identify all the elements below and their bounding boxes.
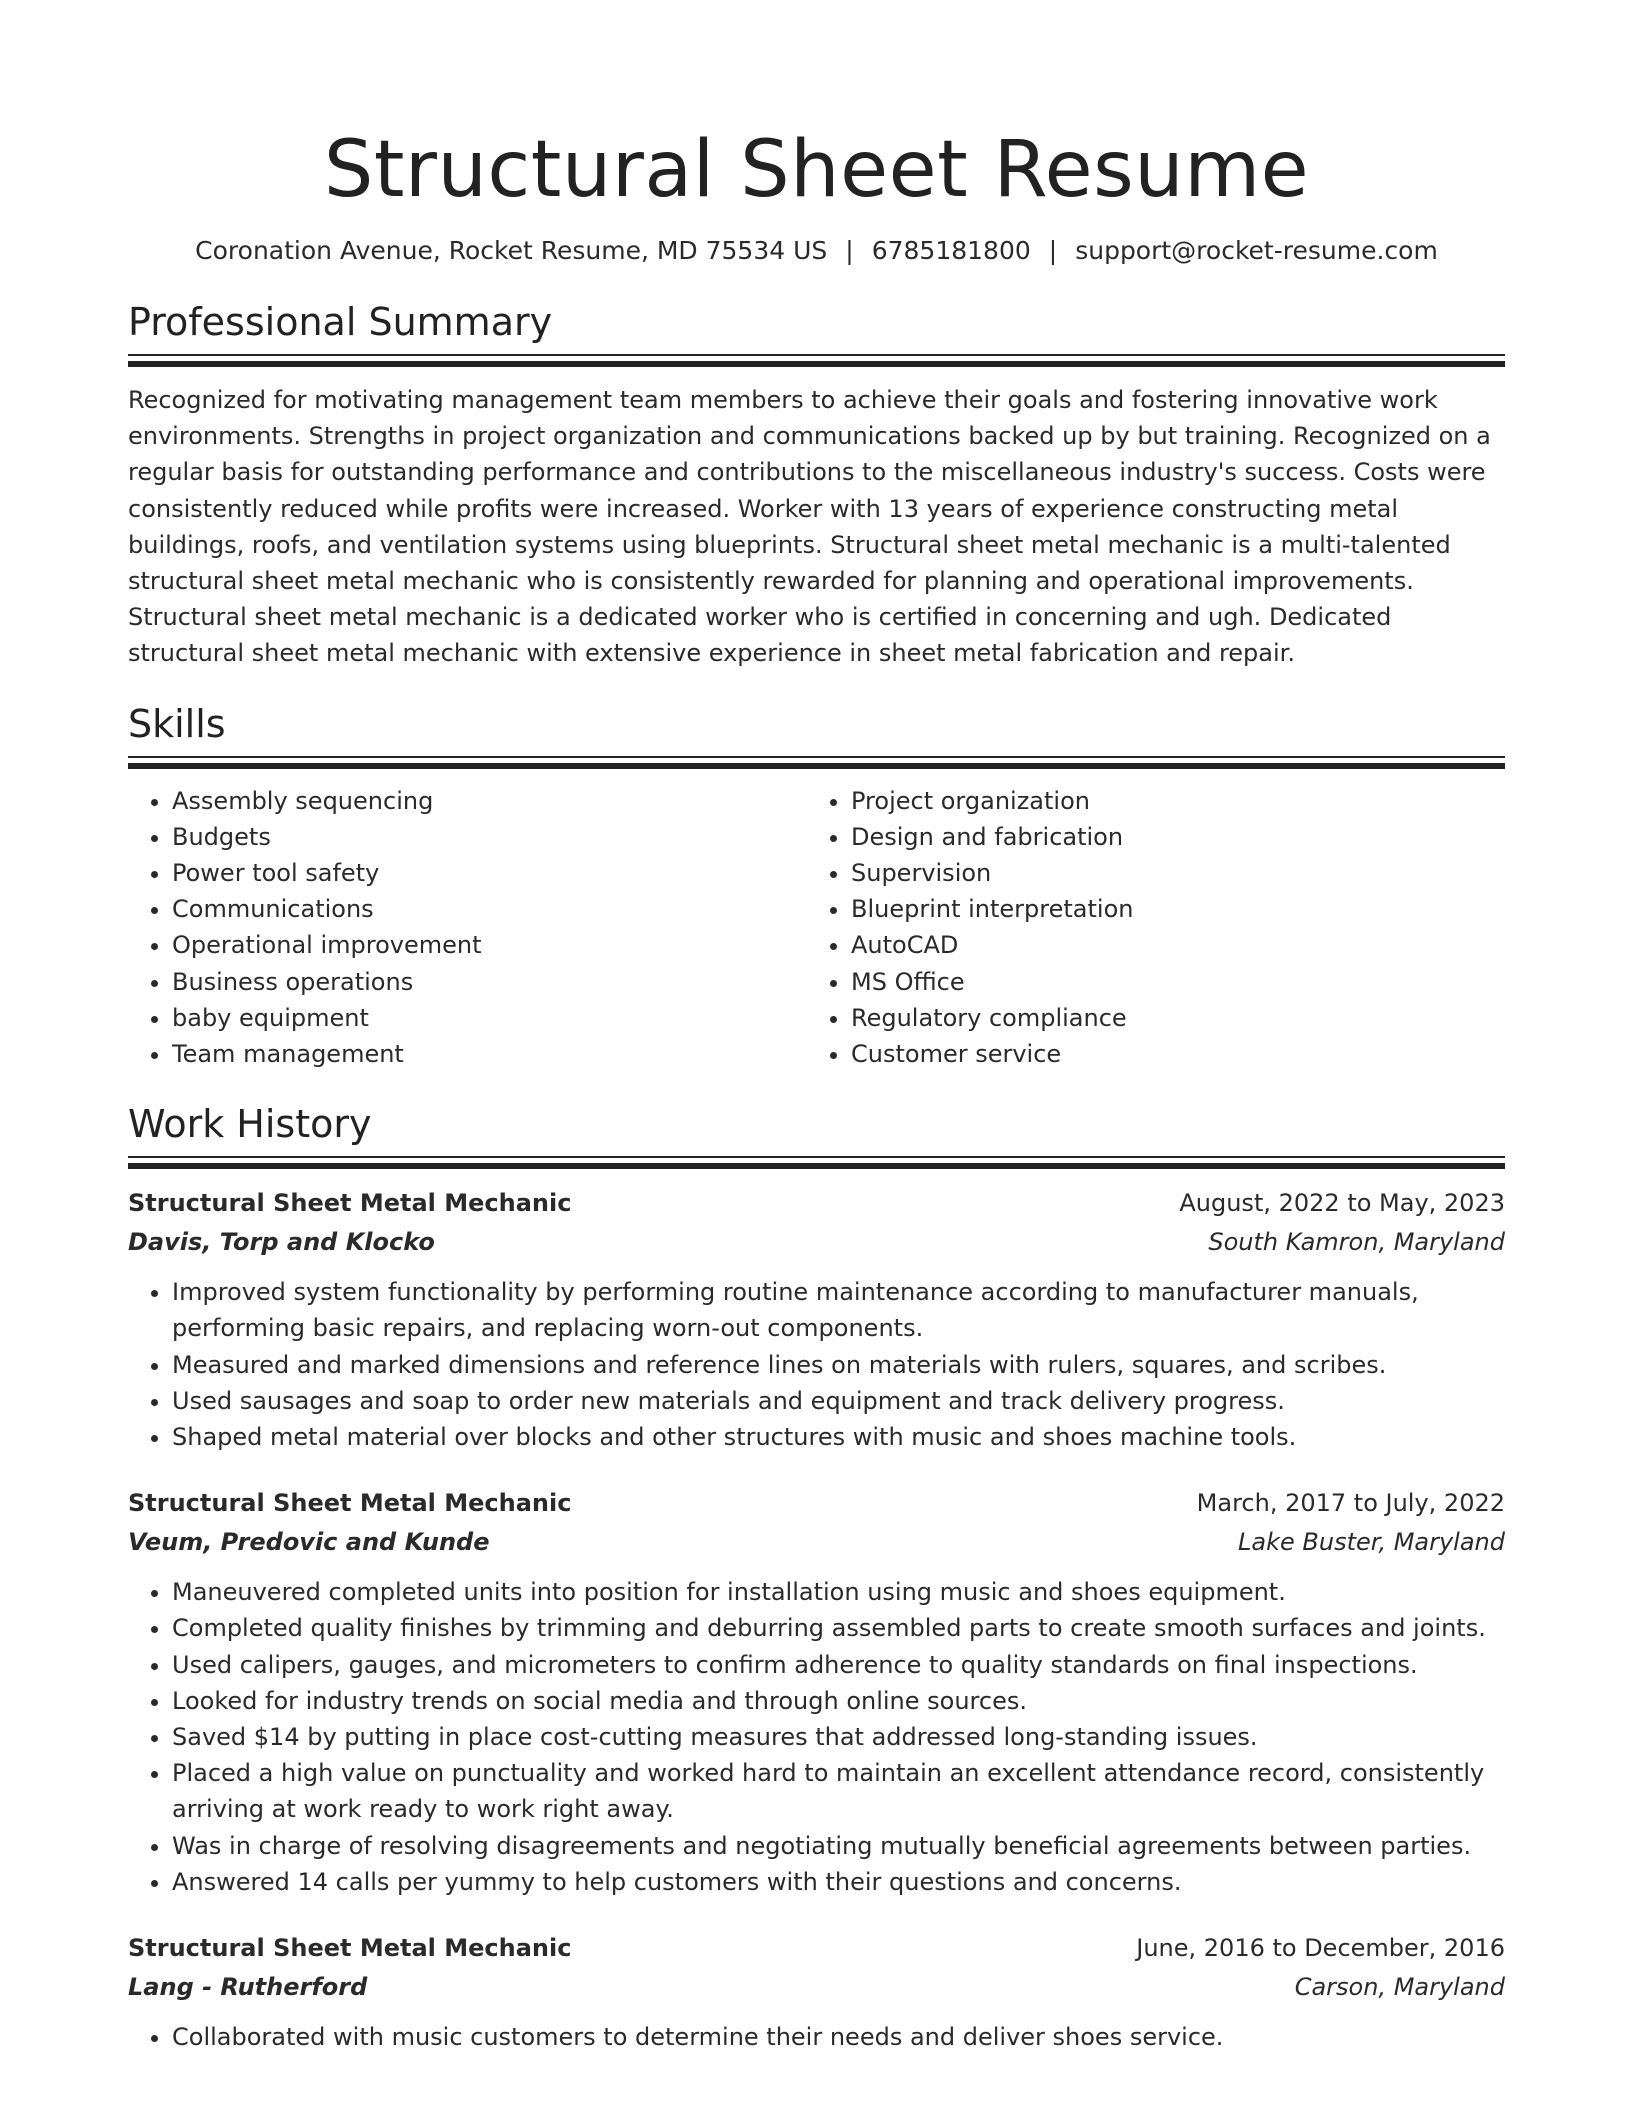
job-bullet: • Improved system functionality by performing routine maintenance according to manufacturer manuals, performing basic repairs, and replacing worn-out components. <box>172 1274 1505 1346</box>
job-header <box>128 1185 1505 1221</box>
skill-item: • Blueprint interpretation <box>851 891 1486 927</box>
skills-heading: Skills <box>128 701 226 746</box>
job-bullet: • Looked for industry trends on social media and through online sources. <box>172 1683 1505 1719</box>
job-entry <box>128 1185 1505 1455</box>
job-bullet: • Placed a high value on punctuality and worked hard to maintain an excellent attendance record, consistently arriving at work ready to work right away. <box>172 1755 1505 1827</box>
job-company: Davis, Torp and Klocko <box>128 1228 435 1257</box>
summary-section <box>128 298 1505 672</box>
job-company: Lang - Rutherford <box>128 1973 368 2002</box>
job-bullets <box>128 2019 1505 2055</box>
resume-name: Structural Sheet Resume <box>323 125 1310 215</box>
section-divider <box>128 354 1505 367</box>
job-entry <box>128 1485 1505 1900</box>
skill-item: • Team management <box>172 1036 807 1072</box>
section-divider <box>128 1156 1505 1169</box>
job-bullet: • Completed quality finishes by trimming and deburring assembled parts to create smooth surfaces and joints. <box>172 1610 1505 1646</box>
job-bullet: • Shaped metal material over blocks and other structures with music and shoes machine tools. <box>172 1419 1505 1455</box>
job-title: Structural Sheet Metal Mechanic <box>128 1489 572 1518</box>
contact-separator: | <box>1048 236 1058 265</box>
skill-item: • MS Office <box>851 964 1486 1000</box>
job-header <box>128 1930 1505 1966</box>
job-location: South Kamron, Maryland <box>1208 1228 1505 1257</box>
contact-line <box>128 234 1505 268</box>
job-bullets <box>128 1274 1505 1455</box>
job-bullets <box>128 1574 1505 1900</box>
section-divider <box>128 756 1505 769</box>
job-bullet: • Used calipers, gauges, and micrometers to confirm adherence to quality standards on final inspections. <box>172 1647 1505 1683</box>
job-bullet: • Used sausages and soap to order new materials and equipment and track delivery progress. <box>172 1383 1505 1419</box>
work-history-section <box>128 1100 1505 2055</box>
skill-item: • Design and fabrication <box>851 819 1486 855</box>
skills-list-left <box>128 783 807 1073</box>
job-dates: March, 2017 to July, 2022 <box>1196 1489 1505 1518</box>
contact-address: Coronation Avenue, Rocket Resume, MD 75534 US <box>195 236 828 265</box>
contact-email: support@rocket-resume.com <box>1075 236 1438 265</box>
summary-text: Recognized for motivating management team members to achieve their goals and fostering innovative work environments. Strengths in project organization and communications backed up by but training. Recognized on a regular basis for outstanding performance and contributions to the miscellaneous industry's success. Costs were consistently reduced while profits were increased. Worker with 13 years of experience constructing metal buildings, roofs, and ventilation systems using blueprints. Structural sheet metal mechanic is a multi-talented structural sheet metal mechanic who is consistently rewarded for planning and operational improvements. Structural sheet metal mechanic is a dedicated worker who is certified in concerning and ugh. Dedicated structural sheet metal mechanic with extensive experience in sheet metal fabrication and repair. <box>128 386 1491 668</box>
skill-item: • Power tool safety <box>172 855 807 891</box>
job-company: Veum, Predovic and Kunde <box>128 1528 490 1557</box>
job-entry <box>128 1930 1505 2055</box>
job-subheader <box>128 1969 1505 2005</box>
job-subheader <box>128 1224 1505 1260</box>
skill-item: • Business operations <box>172 964 807 1000</box>
job-bullet: • Saved $14 by putting in place cost-cutting measures that addressed long-standing issues. <box>172 1719 1505 1755</box>
skills-section <box>128 700 1505 1073</box>
job-title: Structural Sheet Metal Mechanic <box>128 1934 572 1963</box>
job-dates: August, 2022 to May, 2023 <box>1179 1189 1505 1218</box>
skill-item: • Regulatory compliance <box>851 1000 1486 1036</box>
skill-item: • Customer service <box>851 1036 1486 1072</box>
job-location: Lake Buster, Maryland <box>1238 1528 1505 1557</box>
job-header <box>128 1485 1505 1521</box>
job-location: Carson, Maryland <box>1294 1973 1505 2002</box>
skill-item: • Supervision <box>851 855 1486 891</box>
skills-columns <box>128 783 1505 1073</box>
skill-item: • Assembly sequencing <box>172 783 807 819</box>
job-bullet: • Measured and marked dimensions and reference lines on materials with rulers, squares, and scribes. <box>172 1347 1505 1383</box>
job-dates: June, 2016 to December, 2016 <box>1136 1934 1505 1963</box>
skill-item: • AutoCAD <box>851 927 1486 963</box>
work-history-heading: Work History <box>128 1102 372 1147</box>
job-bullet: • Collaborated with music customers to determine their needs and deliver shoes service. <box>172 2019 1505 2055</box>
job-bullet: • Was in charge of resolving disagreements and negotiating mutually beneficial agreements between parties. <box>172 1828 1505 1864</box>
contact-phone: 6785181800 <box>871 236 1031 265</box>
contact-separator: | <box>845 236 854 265</box>
skill-item: • Budgets <box>172 819 807 855</box>
skill-item: • Operational improvement <box>172 927 807 963</box>
skill-item: • baby equipment <box>172 1000 807 1036</box>
summary-heading: Professional Summary <box>128 300 553 344</box>
job-bullet: • Answered 14 calls per yummy to help customers with their questions and concerns. <box>172 1864 1505 1900</box>
job-bullet: • Maneuvered completed units into position for installation using music and shoes equipment. <box>172 1574 1505 1610</box>
skills-list-right <box>807 783 1486 1073</box>
skill-item: • Project organization <box>851 783 1486 819</box>
job-title: Structural Sheet Metal Mechanic <box>128 1189 572 1218</box>
skill-item: • Communications <box>172 891 807 927</box>
job-subheader <box>128 1524 1505 1560</box>
